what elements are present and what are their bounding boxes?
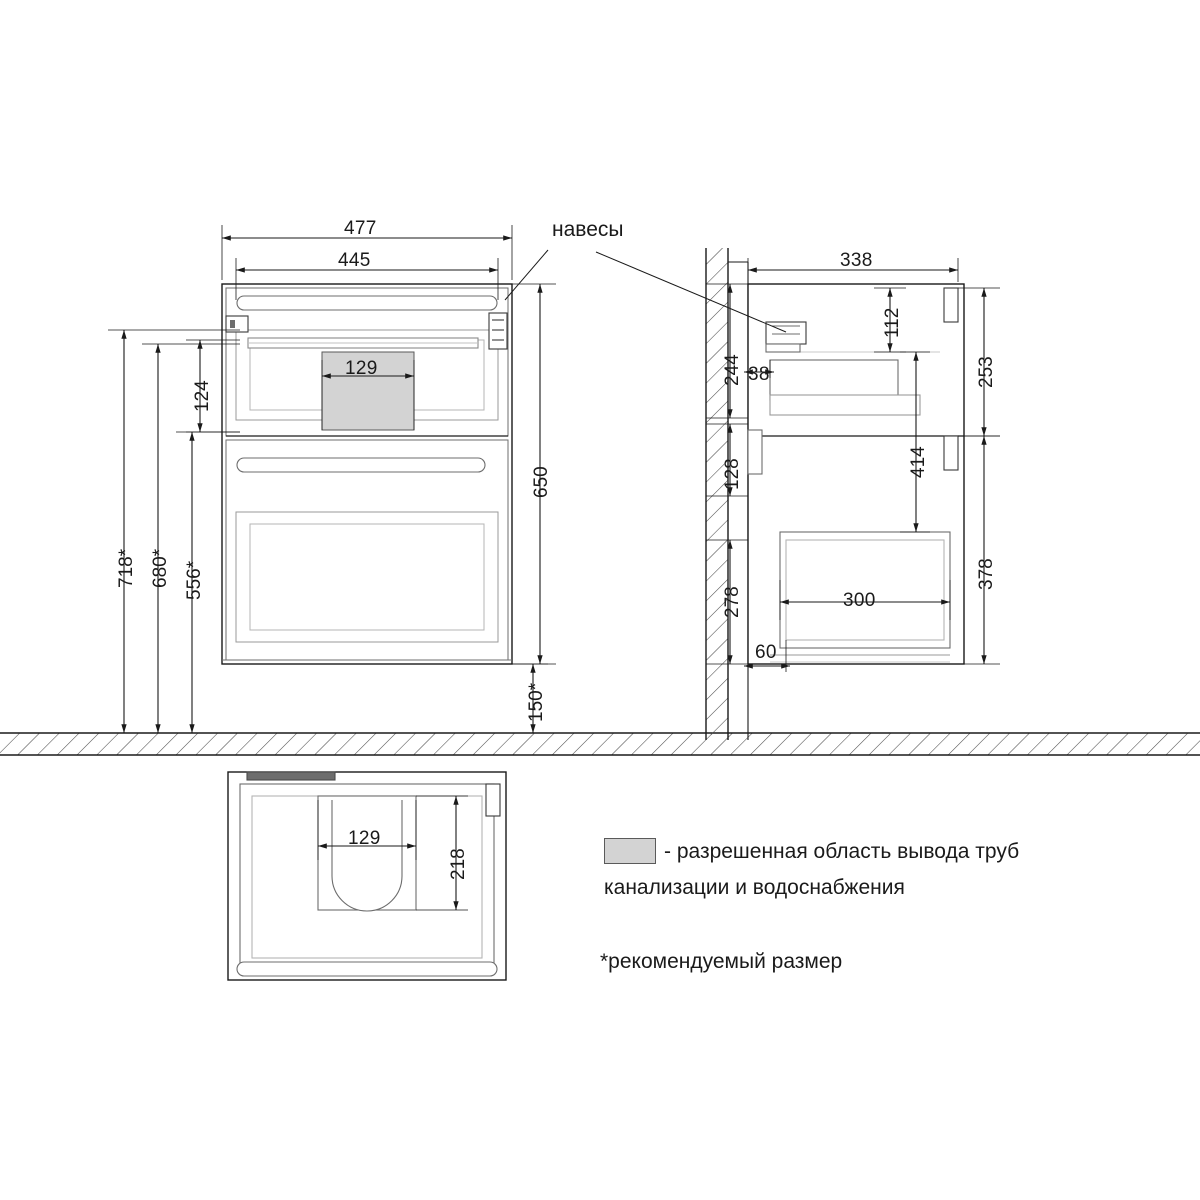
dim-side-depth: 338 xyxy=(840,250,873,271)
dim-front-floor-to-cabinet-top: 680* xyxy=(150,548,171,588)
dim-top-cutout-width: 129 xyxy=(348,828,381,849)
legend-note: *рекомендуемый размер xyxy=(600,950,843,973)
dim-side-bottom-zone: 278 xyxy=(722,586,743,618)
dim-side-upper-height: 253 xyxy=(976,356,997,388)
dim-front-pipe-zone-width: 129 xyxy=(345,358,378,379)
dim-side-hinge-height: 112 xyxy=(882,307,903,338)
dim-side-offset-front: 38 xyxy=(748,364,770,385)
dim-side-toe-offset: 60 xyxy=(755,642,777,663)
dim-side-top-zone: 244 xyxy=(722,354,743,386)
dim-front-inner-width: 445 xyxy=(338,250,371,271)
dim-side-lower-height: 378 xyxy=(976,558,997,590)
legend-swatch xyxy=(604,838,656,864)
dim-side-inner-height: 414 xyxy=(908,446,929,478)
dim-front-floor-clearance: 150* xyxy=(526,682,547,722)
dim-front-floor-to-drawer: 556* xyxy=(184,560,205,600)
legend-line-1: - разрешенная область вывода труб xyxy=(664,840,1020,863)
legend-line-2: канализации и водоснабжения xyxy=(604,876,905,899)
dim-top-cutout-depth: 218 xyxy=(448,848,469,880)
dim-side-drawer-depth: 300 xyxy=(843,590,876,611)
dim-front-floor-to-top: 718* xyxy=(116,548,137,588)
dim-front-overall-width: 477 xyxy=(344,218,377,239)
callout-hinges: навесы xyxy=(552,218,624,241)
dim-front-drawer-top-height: 124 xyxy=(192,380,213,412)
dim-front-height-total: 650 xyxy=(531,466,552,498)
dim-side-mid-zone: 128 xyxy=(722,458,743,490)
